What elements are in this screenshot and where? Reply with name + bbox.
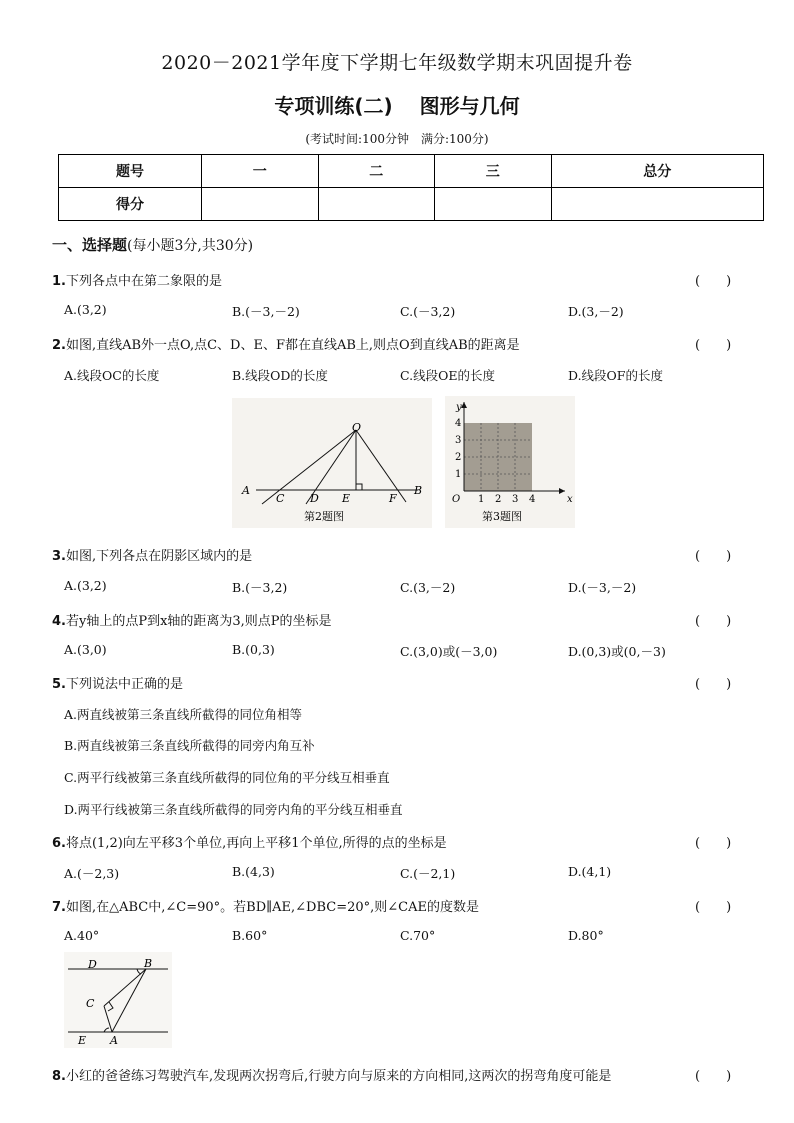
option-b[interactable]: B.(0,3) — [232, 642, 275, 657]
answer-blank-4[interactable]: ( ) — [695, 614, 732, 629]
question-text: 若y轴上的点P到x轴的距离为3,则点P的坐标是 — [65, 614, 332, 629]
y-tick-3: 3 — [455, 435, 462, 446]
origin-label: O — [452, 494, 461, 505]
question-3 — [52, 545, 252, 564]
question-8 — [52, 1065, 611, 1084]
label-c: C — [276, 492, 285, 505]
x-tick-3: 3 — [512, 494, 519, 505]
option-a[interactable]: A.两直线被第三条直线所截得的同位角相等 — [64, 707, 303, 722]
option-d[interactable]: D.(4,1) — [568, 864, 612, 879]
answer-blank-5[interactable]: ( ) — [695, 677, 732, 692]
score-cell-total: 总分 — [551, 155, 764, 188]
answer-blank-1[interactable]: ( ) — [695, 274, 732, 289]
score-cell-part-2: 二 — [318, 155, 435, 188]
y-tick-2: 2 — [455, 452, 462, 463]
score-input-3[interactable] — [435, 188, 552, 221]
option-d[interactable]: D.80° — [568, 928, 604, 943]
question-number: 7. — [52, 900, 66, 915]
axis-label-x: x — [567, 494, 573, 505]
score-input-total[interactable] — [551, 188, 764, 221]
label-e: E — [342, 492, 351, 505]
option-a[interactable]: A.40° — [64, 928, 100, 943]
option-b[interactable]: B.60° — [232, 928, 268, 943]
option-c[interactable]: C.(3,0)或(－3,0) — [400, 644, 498, 659]
score-table — [58, 154, 764, 221]
option-a[interactable]: A.(－2,3) — [64, 866, 120, 881]
figure-7-diagram — [64, 952, 172, 1048]
question-text: 如图,在△ABC中,∠C=90°。若BD∥AE,∠DBC=20°,则∠CAE的度数是 — [65, 900, 479, 915]
question-number: 6. — [52, 836, 66, 851]
score-table-score-row — [59, 188, 764, 221]
question-number: 8. — [52, 1069, 66, 1084]
label-d: D — [310, 492, 319, 505]
option-d[interactable]: D.(3,－2) — [568, 304, 624, 319]
section-heading — [52, 234, 253, 255]
figure-background — [232, 398, 432, 528]
section-note: (每小题3分,共30分) — [127, 238, 254, 254]
label-e: E — [78, 1034, 87, 1047]
label-a: A — [242, 484, 250, 497]
option-d[interactable]: D.(0,3)或(0,－3) — [568, 644, 666, 659]
figure-3-caption: 第3题图 — [482, 510, 522, 523]
question-text: 如图,直线AB外一点O,点C、D、E、F都在直线AB上,则点O到直线AB的距离是 — [65, 338, 520, 353]
figure-2-caption: 第2题图 — [304, 510, 344, 523]
subtitle-part-1: 专项训练(二) — [274, 94, 393, 118]
y-tick-4: 4 — [455, 418, 462, 429]
answer-blank-2[interactable]: ( ) — [695, 338, 732, 353]
document-title: 2020－2021学年度下学期七年级数学期末巩固提升卷 — [161, 52, 633, 74]
label-f: F — [389, 492, 397, 505]
question-number: 4. — [52, 614, 66, 629]
figure-3-diagram — [445, 396, 575, 528]
option-c[interactable]: C.线段OE的长度 — [400, 368, 495, 383]
figure-2-diagram — [232, 398, 432, 528]
option-c[interactable]: C.(－2,1) — [400, 866, 456, 881]
option-c[interactable]: C.70° — [400, 928, 436, 943]
option-d[interactable]: D.(－3,－2) — [568, 580, 637, 595]
option-b[interactable]: B.(4,3) — [232, 864, 275, 879]
question-number: 2. — [52, 338, 66, 353]
label-b: B — [144, 957, 153, 970]
question-6 — [52, 832, 447, 851]
x-tick-4: 4 — [529, 494, 536, 505]
question-number: 3. — [52, 549, 66, 564]
axis-label-y: y — [456, 402, 462, 413]
question-7 — [52, 896, 479, 915]
question-text: 下列说法中正确的是 — [65, 677, 183, 692]
score-table-header-row — [59, 155, 764, 188]
option-c[interactable]: C.(3,－2) — [400, 580, 456, 595]
score-input-1[interactable] — [202, 188, 319, 221]
option-a[interactable]: A.(3,2) — [64, 578, 107, 593]
option-b[interactable]: B.(－3,－2) — [232, 304, 300, 319]
option-b[interactable]: B.两直线被第三条直线所截得的同旁内角互补 — [64, 738, 315, 753]
score-row-label: 得分 — [59, 188, 202, 221]
answer-blank-8[interactable]: ( ) — [695, 1069, 732, 1084]
question-text: 将点(1,2)向左平移3个单位,再向上平移1个单位,所得的点的坐标是 — [65, 836, 447, 851]
question-number: 5. — [52, 677, 66, 692]
x-tick-2: 2 — [495, 494, 502, 505]
document-subtitle — [0, 90, 794, 119]
subtitle-part-2: 图形与几何 — [419, 94, 520, 118]
score-cell-label: 题号 — [59, 155, 202, 188]
answer-blank-7[interactable]: ( ) — [695, 900, 732, 915]
option-b[interactable]: B.(－3,2) — [232, 580, 288, 595]
question-text: 如图,下列各点在阴影区域内的是 — [65, 549, 253, 564]
question-2 — [52, 334, 520, 353]
option-a[interactable]: A.线段OC的长度 — [64, 368, 160, 383]
question-text: 小红的爸爸练习驾驶汽车,发现两次拐弯后,行驶方向与原来的方向相同,这两次的拐弯角度可能是 — [65, 1069, 612, 1084]
answer-blank-6[interactable]: ( ) — [695, 836, 732, 851]
x-tick-1: 1 — [478, 494, 485, 505]
question-number: 1. — [52, 274, 66, 289]
label-d: D — [88, 958, 97, 971]
score-cell-part-3: 三 — [435, 155, 552, 188]
option-d[interactable]: D.线段OF的长度 — [568, 368, 663, 383]
label-o: O — [352, 421, 362, 434]
answer-blank-3[interactable]: ( ) — [695, 549, 732, 564]
score-cell-part-1: 一 — [202, 155, 319, 188]
label-c: C — [86, 997, 95, 1010]
option-a[interactable]: A.(3,0) — [64, 642, 107, 657]
question-1 — [52, 270, 222, 289]
option-a[interactable]: A.(3,2) — [64, 302, 107, 317]
label-a: A — [110, 1034, 118, 1047]
exam-info: (考试时间:100分钟 满分:100分) — [305, 132, 489, 146]
section-title: 一、选择题 — [52, 236, 128, 254]
question-text: 下列各点中在第二象限的是 — [65, 274, 222, 289]
y-tick-1: 1 — [455, 469, 462, 480]
score-input-2[interactable] — [318, 188, 435, 221]
option-b[interactable]: B.线段OD的长度 — [232, 368, 328, 383]
question-5 — [52, 673, 183, 692]
question-4 — [52, 610, 332, 629]
option-c[interactable]: C.两平行线被第三条直线所截得的同位角的平分线互相垂直 — [64, 770, 390, 785]
option-d[interactable]: D.两平行线被第三条直线所截得的同旁内角的平分线互相垂直 — [64, 802, 403, 817]
label-b: B — [414, 484, 423, 497]
option-c[interactable]: C.(－3,2) — [400, 304, 456, 319]
